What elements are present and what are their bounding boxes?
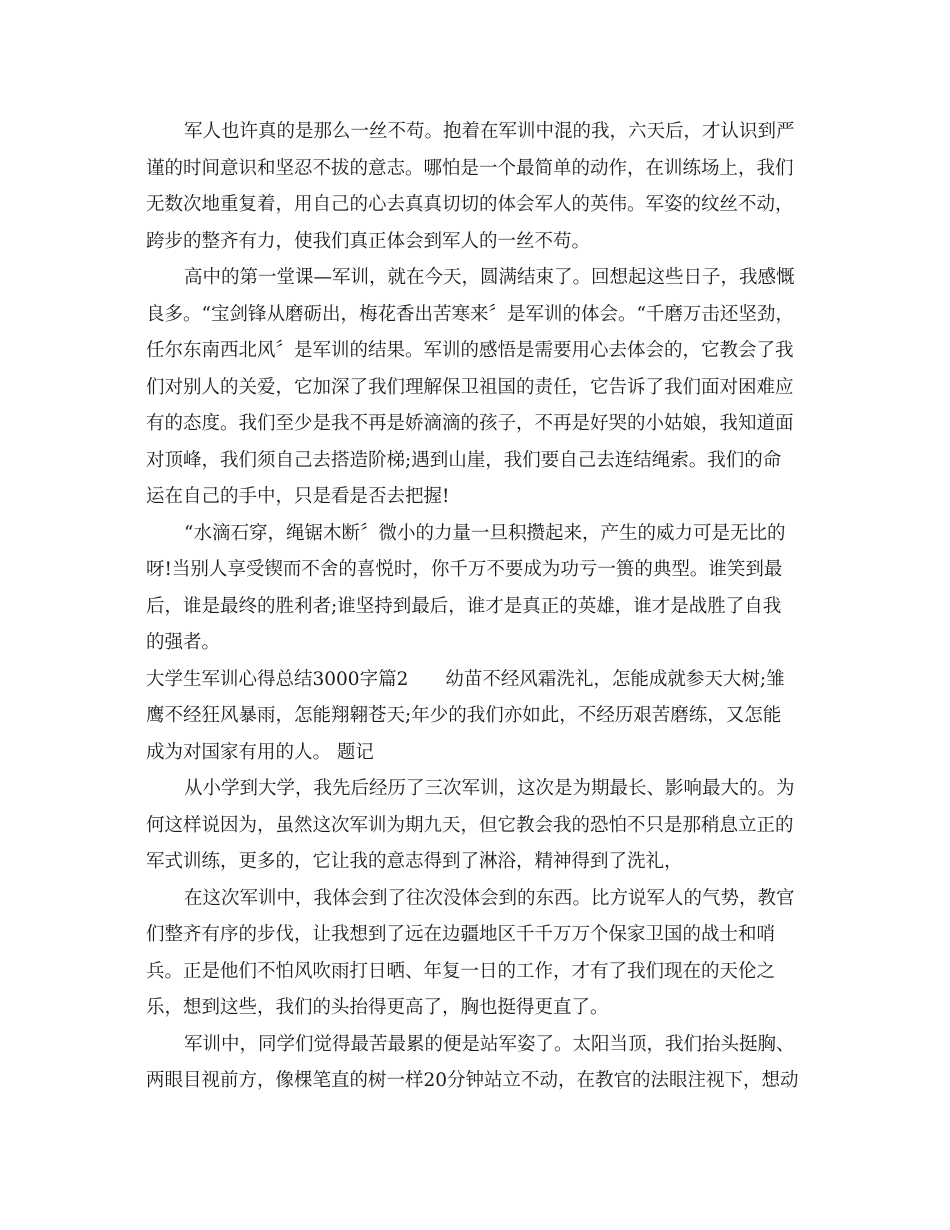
text-line: 跨步的整齐有力，使我们真正体会到军人的一丝不苟。 xyxy=(146,230,591,252)
text-line: 无数次地重复着，用自己的心去真真切切的体会军人的英伟。军姿的纹丝不动， xyxy=(146,194,794,215)
text-line: 对顶峰，我们须自己去搭造阶梯;遇到山崖，我们要自己去连结绳索。我们的命 xyxy=(146,449,782,471)
text-line: 乐，想到这些，我们的头抬得更高了，胸也挺得更直了。 xyxy=(146,997,609,1018)
text-line: 们整齐有序的步伐，让我想到了远在边疆地区千千万万个保家卫国的战士和哨 xyxy=(146,924,776,945)
text-line: 从小学到大学，我先后经历了三次军训，这次是为期最长、影响最大的。为 xyxy=(184,778,795,799)
document-body xyxy=(146,114,806,1100)
text-line: 两眼目视前方，像棵笔直的树一样20分钟站立不动，在教官的法眼注视下，想动 xyxy=(146,1070,799,1091)
text-line: 鹰不经狂风暴雨，怎能翔翱苍天;年少的我们亦如此，不经历艰苦磨练，又怎能 xyxy=(146,705,782,726)
text-line: “水滴石穿，绳锯木断〞微小的力量一旦积攒起来，产生的威力可是无比的 xyxy=(184,522,786,544)
text-line: 后，谁是最终的胜利者;谁坚持到最后，谁才是真正的英雄，谁才是战胜了自我 xyxy=(146,595,782,617)
text-line: 任尔东南西北风〞是军训的结果。军训的感悟是需要用心去体会的，它教会了我 xyxy=(146,340,794,361)
text-line: 们对别人的关爱，它加深了我们理解保卫祖国的责任，它告诉了我们面对困难应 xyxy=(146,376,794,398)
text-line: 在这次军训中，我体会到了往次没体会到的东西。比方说军人的气势，教官 xyxy=(184,887,795,909)
text-line: 谨的时间意识和坚忍不拔的意志。哪怕是一个最简单的动作，在训练场上，我们 xyxy=(146,157,794,179)
text-line: 成为对国家有用的人。 题记 xyxy=(146,741,374,763)
text-line: 兵。正是他们不怕风吹雨打日晒、年复一日的工作，才有了我们现在的天伦之 xyxy=(146,960,776,982)
text-line: 军人也许真的是那么一丝不苟。抱着在军训中混的我，六天后，才认识到严 xyxy=(184,121,795,142)
text-line: 何这样说因为，虽然这次军训为期九天，但它教会我的恐怕不只是那稍息立正的 xyxy=(146,814,794,836)
text-line: 的强者。 xyxy=(146,632,221,653)
text-line: 有的态度。我们至少是我不再是娇滴滴的孩子，不再是好哭的小姑娘，我知道面 xyxy=(146,413,794,434)
text-line: 军式训练，更多的，它让我的意志得到了淋浴，精神得到了洗礼， xyxy=(146,851,683,872)
text-line: 高中的第一堂课—军训，就在今天，圆满结束了。回想起这些日子，我感慨 xyxy=(184,267,795,288)
text-line: 运在自己的手中，只是看是否去把握! xyxy=(146,486,450,507)
text-line: 呀!当别人享受锲而不舍的喜悦时，你千万不要成为功亏一篑的典型。谁笑到最 xyxy=(146,559,783,580)
text-line: 良多。“宝剑锋从磨砺出，梅花香出苦寒来〞是军训的体会。“千磨万击还坚劲， xyxy=(146,303,794,325)
text-line: 军训中，同学们觉得最苦最累的便是站军姿了。太阳当顶，我们抬头挺胸、 xyxy=(184,1033,795,1055)
section-heading-line: 大学生军训心得总结3000字篇2 幼苗不经风霜洗礼，怎能成就参天大树;雏 xyxy=(146,668,785,690)
